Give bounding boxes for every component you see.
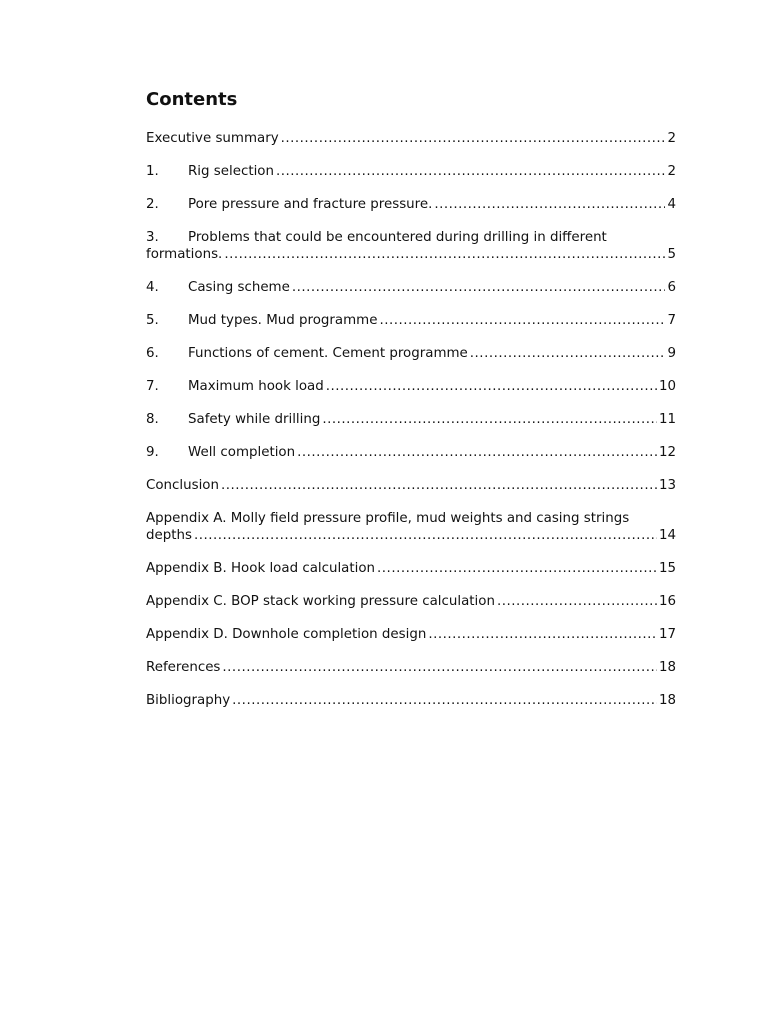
- toc-leader: [326, 378, 657, 395]
- toc-entry-text: Rig selection: [188, 164, 274, 179]
- toc-entry-text: References: [146, 660, 221, 675]
- toc-page-number: 15: [658, 561, 676, 576]
- toc-entry-text: Appendix C. BOP stack working pressure calculation: [146, 594, 495, 609]
- toc-entry-executive-summary[interactable]: [146, 130, 676, 147]
- toc-page-number: 7: [667, 313, 676, 328]
- toc-page-number: 17: [658, 627, 676, 642]
- toc-entry-pore-pressure[interactable]: [146, 196, 676, 213]
- toc-entry-hook-load[interactable]: [146, 378, 676, 395]
- toc-entry-appendix-b[interactable]: [146, 560, 676, 577]
- toc-page-number: 2: [667, 131, 676, 146]
- toc-leader: [221, 477, 657, 494]
- toc-leader: [297, 444, 657, 461]
- toc-leader: [470, 345, 666, 362]
- toc-leader: [224, 246, 665, 263]
- toc-entry-text: Bibliography: [146, 693, 231, 708]
- toc-leader: [434, 196, 665, 213]
- toc-entry-text: Executive summary: [146, 131, 279, 146]
- toc-list: [146, 130, 676, 709]
- toc-entry-number: 7.: [146, 379, 159, 394]
- table-of-contents: [146, 88, 676, 725]
- toc-entry-number: 2.: [146, 197, 159, 212]
- toc-entry-text: Mud types. Mud programme: [188, 313, 378, 328]
- toc-leader: [232, 692, 657, 709]
- toc-entry-references[interactable]: [146, 659, 676, 676]
- toc-entry-mud-types[interactable]: [146, 312, 676, 329]
- toc-entry-text: Appendix A. Molly field pressure profile, mud weights and casing strings: [146, 511, 630, 526]
- toc-leader: [377, 560, 657, 577]
- toc-entry-text: Casing scheme: [188, 280, 290, 295]
- toc-entry-text: Problems that could be encountered during drilling in different: [188, 230, 607, 245]
- toc-entry-bibliography[interactable]: [146, 692, 676, 709]
- toc-entry-text: Appendix D. Downhole completion design: [146, 627, 427, 642]
- toc-page-number: 12: [658, 445, 676, 460]
- toc-page-number: 18: [658, 660, 676, 675]
- toc-entry-well-completion[interactable]: [146, 444, 676, 461]
- toc-page-number: 10: [658, 379, 676, 394]
- toc-entry-number: 8.: [146, 412, 159, 427]
- toc-entry-text: Maximum hook load: [188, 379, 324, 394]
- toc-entry-text: Pore pressure and fracture pressure.: [188, 197, 433, 212]
- toc-leader: [281, 130, 666, 147]
- toc-entry-conclusion[interactable]: [146, 477, 676, 494]
- toc-page-number: 9: [667, 346, 676, 361]
- toc-entry-text-continued: formations.: [146, 247, 223, 262]
- toc-leader: [497, 593, 657, 610]
- page-title: Contents: [146, 89, 238, 110]
- toc-page-number: 4: [667, 197, 676, 212]
- toc-page-number: 6: [667, 280, 676, 295]
- toc-leader: [194, 527, 657, 544]
- toc-page-number: 16: [658, 594, 676, 609]
- toc-entry-text: Functions of cement. Cement programme: [188, 346, 468, 361]
- toc-entry-text-continued: depths: [146, 528, 192, 543]
- toc-entry-rig-selection[interactable]: [146, 163, 676, 180]
- toc-entry-drilling-problems[interactable]: [146, 229, 676, 263]
- toc-leader: [292, 279, 666, 296]
- toc-entry-number: 5.: [146, 313, 159, 328]
- toc-entry-text: Safety while drilling: [188, 412, 321, 427]
- toc-page-number: 5: [667, 247, 676, 262]
- toc-entry-cement[interactable]: [146, 345, 676, 362]
- toc-entry-safety[interactable]: [146, 411, 676, 428]
- toc-leader: [322, 411, 657, 428]
- toc-page-number: 13: [658, 478, 676, 493]
- toc-entry-appendix-d[interactable]: [146, 626, 676, 643]
- toc-entry-casing-scheme[interactable]: [146, 279, 676, 296]
- toc-leader: [428, 626, 657, 643]
- toc-leader: [222, 659, 657, 676]
- toc-page-number: 18: [658, 693, 676, 708]
- toc-entry-text: Well completion: [188, 445, 296, 460]
- toc-entry-number: 9.: [146, 445, 159, 460]
- toc-page-number: 11: [658, 412, 676, 427]
- toc-entry-number: 4.: [146, 280, 159, 295]
- toc-page-number: 14: [658, 528, 676, 543]
- toc-entry-appendix-c[interactable]: [146, 593, 676, 610]
- toc-leader: [379, 312, 665, 329]
- toc-entry-number: 3.: [146, 230, 159, 245]
- toc-entry-number: 1.: [146, 164, 159, 179]
- toc-entry-text: Appendix B. Hook load calculation: [146, 561, 376, 576]
- toc-leader: [276, 163, 666, 180]
- toc-page-number: 2: [667, 164, 676, 179]
- toc-entry-text: Conclusion: [146, 478, 219, 493]
- toc-entry-number: 6.: [146, 346, 159, 361]
- toc-entry-appendix-a[interactable]: [146, 510, 676, 544]
